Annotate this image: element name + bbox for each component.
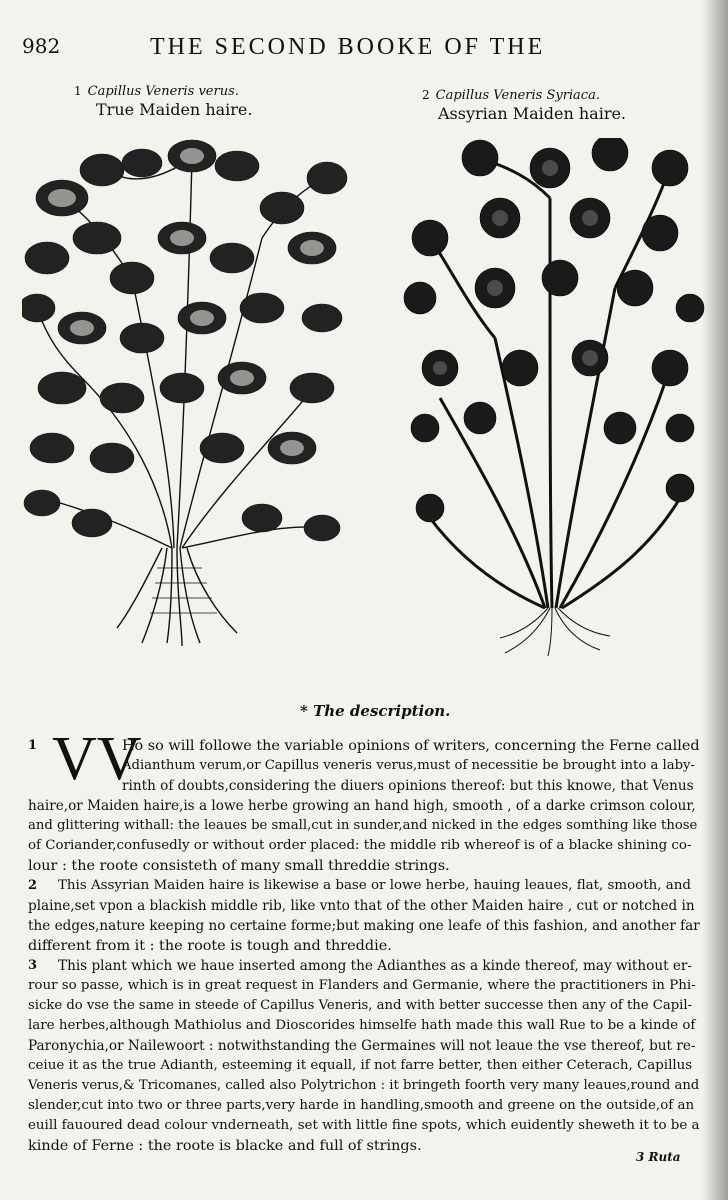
paragraph-3-line-7: Veneris verus,& Tricomanes, called also Polytrichon : it bringeth foorth very many leaues,round and — [28, 1078, 700, 1093]
figure-1-english-name: True Maiden haire. — [96, 100, 253, 119]
figure-2-latin-name: Capillus Veneris Syriaca. — [435, 88, 600, 103]
paragraph-1-line-3: rinth of doubts,considering the diuers opinions thereof: but this knowe, that Venus — [122, 778, 694, 794]
paragraph-3-line-9: euill fauoured dead colour vnderneath, set with little fine spots, which euidently sheweth it to be a — [28, 1118, 700, 1133]
paragraph-1-number: 1 — [28, 738, 38, 753]
drop-cap: VV — [52, 725, 142, 793]
running-head: THE SECOND BOOKE OF THE — [150, 34, 546, 60]
paragraph-3-line-4: lare herbes,although Mathiolus and Dioscorides himselfe hath made this wall Rue to be a kinde of — [28, 1018, 696, 1033]
paragraph-3-line-1: This plant which we haue inserted among the Adianthes as a kinde thereof, may without er- — [58, 958, 693, 974]
paragraph-3-line-2: rour so passe, which is in great request in Flanders and Germanie, where the practitioners in Phi- — [28, 978, 696, 993]
paragraph-3-line-8: slender,cut into two or three parts,very harde in handling,smooth and greene on the outside,of an — [28, 1098, 695, 1113]
paragraph-2-line-3: the edges,nature keeping no certaine forme;but making one leafe of this fashion, and another far — [28, 918, 700, 934]
figure-2-english-name: Assyrian Maiden haire. — [438, 104, 627, 123]
figure-2-caption — [422, 86, 626, 123]
figure-1-caption — [74, 82, 252, 119]
paragraph-2-number: 2 — [28, 878, 38, 893]
catchword: 3 Ruta — [636, 1150, 681, 1164]
figure-2-number: 2 — [422, 88, 430, 102]
paragraph-1-line-4: haire,or Maiden haire,is a lowe herbe growing an hand high, smooth , of a darke crimson colour, — [28, 798, 696, 814]
paragraph-2-line-2: plaine,set vpon a blackish middle rib, like vnto that of the other Maiden haire , cut or notched in — [28, 898, 695, 914]
page-number: 982 — [22, 34, 61, 58]
paragraph-1-line-5: and glittering withall: the leaues be small,cut in sunder,and nicked in the edges somthing like those — [28, 818, 698, 833]
paragraph-3-line-6: ceiue it as the true Adianth, esteeming it equall, if not farre better, then either Ceterach, Capillus — [28, 1058, 693, 1073]
binding-shadow — [702, 0, 728, 1200]
paragraph-1-line-6: of Coriander,confusedly or without order placed: the middle rib whereof is of a blacke shining co- — [28, 838, 692, 853]
paragraph-3-line-3: sicke do vse the same in steede of Capillus Veneris, and with better successe then any of the Capil- — [28, 998, 693, 1013]
paragraph-1-line-7: lour : the roote consisteth of many small threddie strings. — [28, 858, 450, 874]
paragraph-1-line-1: Ho so will followe the variable opinions of writers, concerning the Ferne called — [122, 738, 700, 754]
paragraph-1-line-2: Adianthum verum,or Capillus veneris verus,must of necessitie be brought into a laby- — [122, 758, 695, 773]
true-maiden-haire-woodcut — [22, 128, 352, 648]
description-heading-text: The description. — [313, 702, 451, 720]
paragraph-3-number: 3 — [28, 958, 38, 973]
paragraph-3-line-5: Paronychia,or Nailewoort : notwithstanding the Germaines will not leaue the vse thereof, but re- — [28, 1038, 696, 1054]
figure-1-latin-name: Capillus Veneris verus. — [87, 84, 239, 99]
description-heading — [300, 702, 450, 720]
assyrian-maiden-haire-woodcut — [400, 138, 705, 658]
asterisk-ornament: * — [300, 702, 314, 720]
figure-1-number: 1 — [74, 84, 82, 98]
paragraph-3-line-10: kinde of Ferne : the roote is blacke and full of strings. — [28, 1138, 422, 1154]
paragraph-2-line-1: This Assyrian Maiden haire is likewise a base or lowe herbe, hauing leaues, flat, smooth, and — [58, 878, 691, 893]
paragraph-2-line-4: different from it : the roote is tough and threddie. — [28, 938, 392, 954]
